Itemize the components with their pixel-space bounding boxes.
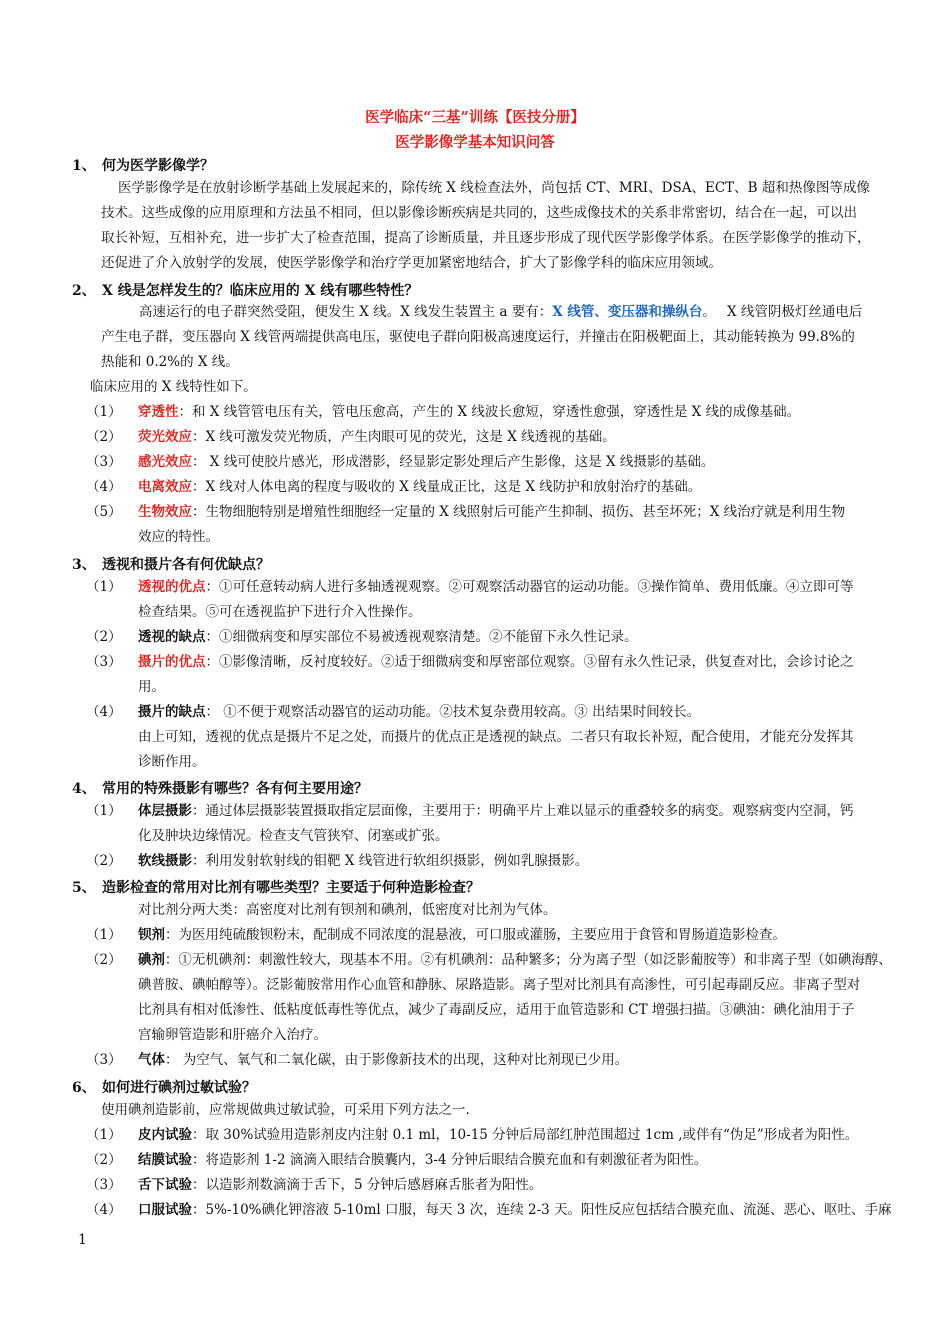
question-1-heading: [72, 155, 892, 175]
list-item: [86, 849, 886, 874]
item-number: （1）: [86, 927, 122, 943]
item-label: 穿透性: [138, 404, 179, 420]
item-number: （4）: [86, 1202, 122, 1218]
question-title: 造影检查的常用对比剂有哪些类型？主要适于何种造影检查？: [102, 880, 480, 896]
item-label: 舌下试验: [138, 1177, 192, 1193]
question-number: 1、: [72, 158, 96, 174]
item-text: ： 为空气、氧气和二氧化碳，由于影像新技术的出现，这种对比剂现已少用。: [165, 1052, 629, 1068]
item-text: ：①影像清晰，反衬度较好。②适于细微病变和厚密部位观察。③留有永久性记录，供复查对比，会诊讨论之: [205, 654, 854, 670]
list-item: [86, 1198, 892, 1223]
item-label: 体层摄影: [138, 803, 192, 819]
item-label: 荧光效应: [138, 429, 192, 445]
item-label: 透视的缺点: [138, 629, 206, 645]
item-number: （2）: [86, 853, 122, 869]
list-item: [86, 650, 886, 675]
question-2-heading: [72, 280, 892, 300]
item-continuation: 宫输卵管造影和肝癌介入治疗。: [138, 1027, 327, 1043]
list-item: [86, 625, 886, 650]
question-title: 常用的特殊摄影有哪些？各有何主要用途？: [102, 781, 368, 797]
paragraph-line: 还促进了介入放射学的发展，使医学影像学和治疗学更加紧密地结合，扩大了影像学科的临床应用领域。: [101, 255, 722, 271]
item-text: ：为医用纯硫酸钡粉末，配制成不同浓度的混悬液，可口服或灌肠，主要应用于食管和胃肠道造影检查。: [165, 927, 786, 943]
item-label: 生物效应: [138, 504, 192, 520]
paragraph-line: 产生电子群，变压器向 X 线管两端提供高电压，驱使电子群向阳极高速度运行，并撞击在阳极靶面上，其动能转换为 99.8%的: [101, 329, 855, 345]
item-continuation: 用。: [138, 679, 165, 695]
question-number: 5、: [72, 880, 96, 896]
list-item: [86, 400, 886, 425]
item-continuation: 检查结果。⑤可在透视监护下进行介入性操作。: [138, 604, 422, 620]
paragraph-line: 使用碘剂造影前，应常规做典过敏试验，可采用下列方法之一.: [101, 1102, 470, 1118]
question-title: X 线是怎样发生的？临床应用的 X 线有哪些特性？: [102, 283, 419, 299]
item-text: ：X 线对人体电离的程度与吸收的 X 线量成正比，这是 X 线防护和放射治疗的基础。: [192, 479, 702, 495]
paragraph-line: 诊断作用。: [138, 754, 206, 770]
item-label: 碘剂: [138, 952, 165, 968]
list-item: [86, 1173, 886, 1198]
item-number: （1）: [86, 1127, 122, 1143]
item-text: ：①细微病变和厚实部位不易被透视观察清楚。②不能留下永久性记录。: [205, 629, 638, 645]
list-item: [86, 923, 886, 948]
list-item: [86, 1048, 886, 1073]
item-text: ：5%-10%碘化钾溶液 5-10ml 口服，每天 3 次，连续 2-3 天。阳性反应包括结合膜充血、流涎、恶心、呕吐、手麻: [192, 1202, 892, 1218]
item-number: （2）: [86, 952, 122, 968]
text-span: 高速运行的电子群突然受阻，便发生 X 线。X 线发生装置主 a 要有：: [139, 304, 553, 320]
item-continuation: 碘普胺、碘帕醇等）。泛影葡胺常用作心血管和静脉、尿路造影。离子型对比剂具有高渗性，可引起毒副反应。非离子型对: [138, 977, 861, 993]
question-number: 6、: [72, 1080, 96, 1096]
item-label: 摄片的优点: [138, 654, 206, 670]
item-number: （5）: [86, 504, 122, 520]
list-item: [86, 450, 886, 475]
item-number: （3）: [86, 654, 122, 670]
document-title: 医学临床“三基”训练【医技分册】: [365, 109, 585, 126]
question-3-heading: [72, 554, 892, 574]
item-continuation: 比剂具有相对低渗性、低粘度低毒性等优点，减少了毒副反应，适用于血管造影和 CT 增强扫描。③碘油：碘化油用于子: [138, 1002, 855, 1018]
list-item: [86, 948, 892, 973]
question-title: 如何进行碘剂过敏试验？: [102, 1080, 256, 1096]
item-number: （3）: [86, 454, 122, 470]
question-number: 4、: [72, 781, 96, 797]
page-number: 1: [78, 1232, 87, 1248]
question-title: 何为医学影像学？: [102, 158, 214, 174]
paragraph-line: 技术。这些成像的应用原理和方法虽不相同，但以影像诊断疾病是共同的，这些成像技术的关系非常密切，结合在一起，可以出: [101, 205, 857, 221]
item-number: （3）: [86, 1052, 122, 1068]
text-span: 。 X 线管阴极灯丝通电后: [702, 304, 863, 320]
list-item: [86, 1123, 886, 1148]
question-title: 透视和摄片各有何优缺点？: [102, 557, 270, 573]
document-subtitle: 医学影像学基本知识问答: [395, 134, 555, 151]
item-label: 软线摄影: [138, 853, 192, 869]
item-text: ：通过体层摄影装置摄取指定层面像，主要用于：明确平片上难以显示的重叠较多的病变。观察病变内空洞，钙: [192, 803, 854, 819]
item-text: ： X 线可使胶片感光，形成潜影，经显影定影处理后产生影像，这是 X 线摄影的基础。: [192, 454, 715, 470]
paragraph-line: 热能和 0.2%的 X 线。: [101, 354, 239, 370]
item-number: （1）: [86, 579, 122, 595]
question-6-heading: [72, 1077, 892, 1097]
item-text: ：将造影剂 1-2 滴滴入眼结合膜囊内，3-4 分钟后眼结合膜充血和有刺激征者为阳性。: [192, 1152, 708, 1168]
item-text: ：取 30%试验用造影剂皮内注射 0.1 ml，10-15 分钟后局部红肿范围超过 1cm ,或伴有“伪足”形成者为阳性。: [192, 1127, 859, 1143]
question-4-heading: [72, 778, 892, 798]
item-label: 钡剂: [138, 927, 165, 943]
list-item: [86, 1148, 886, 1173]
item-number: （2）: [86, 429, 122, 445]
item-text: ：生物细胞特别是增殖性细胞经一定量的 X 线照射后可能产生抑制、损伤、甚至坏死；X 线治疗就是利用生物: [192, 504, 846, 520]
item-label: 透视的优点: [138, 579, 206, 595]
paragraph-line: [139, 300, 862, 325]
list-item: [86, 425, 886, 450]
list-item: [86, 500, 886, 525]
list-item: [86, 799, 886, 824]
question-5-heading: [72, 877, 892, 897]
item-number: （2）: [86, 1152, 122, 1168]
item-label: 口服试验: [138, 1202, 192, 1218]
paragraph-line: 医学影像学是在放射诊断学基础上发展起来的，除传统 X 线检查法外，尚包括 CT、MRI、DSA、ECT、B 超和热像图等成像: [118, 180, 870, 196]
list-item: [86, 575, 886, 600]
item-text: ：利用发射软射线的钼靶 X 线管进行软组织摄影，例如乳腺摄影。: [192, 853, 589, 869]
item-text: ：①无机碘剂：刺激性较大，现基本不用。②有机碘剂：品种繁多；分为离子型（如泛影葡胺等）和非离子型（如碘海醇、: [164, 952, 892, 968]
item-text: ： ①不便于观察活动器官的运动功能。②技术复杂费用较高。③ 出结果时间较长。: [205, 704, 701, 720]
item-label: 气体: [138, 1052, 165, 1068]
highlight-text: X 线管、变压器和操纵台: [552, 304, 703, 320]
item-number: （1）: [86, 803, 122, 819]
paragraph-line: 由上可知，透视的优点是摄片不足之处，而摄片的优点正是透视的缺点。二者只有取长补短，配合使用，才能充分发挥其: [138, 729, 854, 745]
item-label: 皮内试验: [138, 1127, 192, 1143]
item-text: ：X 线可激发荧光物质，产生肉眼可见的荧光，这是 X 线透视的基础。: [192, 429, 616, 445]
paragraph-line: 对比剂分两大类：高密度对比剂有钡剂和碘剂，低密度对比剂为气体。: [138, 902, 557, 918]
item-continuation: 效应的特性。: [138, 529, 219, 545]
question-number: 3、: [72, 557, 96, 573]
item-label: 摄片的缺点: [138, 704, 206, 720]
item-label: 结膜试验: [138, 1152, 192, 1168]
paragraph-line: 临床应用的 X 线特性如下。: [90, 379, 257, 395]
item-label: 感光效应: [138, 454, 192, 470]
item-label: 电离效应: [138, 479, 192, 495]
item-continuation: 化及肿块边缘情况。检查支气管狭窄、闭塞或扩张。: [138, 828, 449, 844]
list-item: [86, 475, 886, 500]
item-number: （1）: [86, 404, 122, 420]
paragraph-line: 取长补短，互相补充，进一步扩大了检查范围，提高了诊断质量，并且逐步形成了现代医学影像学体系。在医学影像学的推动下，: [101, 230, 871, 246]
question-number: 2、: [72, 283, 96, 299]
item-text: ：和 X 线管管电压有关，管电压愈高，产生的 X 线波长愈短，穿透性愈强，穿透性是 X 线的成像基础。: [178, 404, 801, 420]
item-number: （4）: [86, 704, 122, 720]
item-text: ：以造影剂数滴滴于舌下，5 分钟后感唇麻舌胀者为阳性。: [192, 1177, 543, 1193]
item-number: （3）: [86, 1177, 122, 1193]
item-number: （2）: [86, 629, 122, 645]
item-number: （4）: [86, 479, 122, 495]
item-text: ：①可任意转动病人进行多轴透视观察。②可观察活动器官的运动功能。③操作简单、费用低廉。④立即可等: [205, 579, 854, 595]
list-item: [86, 700, 886, 725]
